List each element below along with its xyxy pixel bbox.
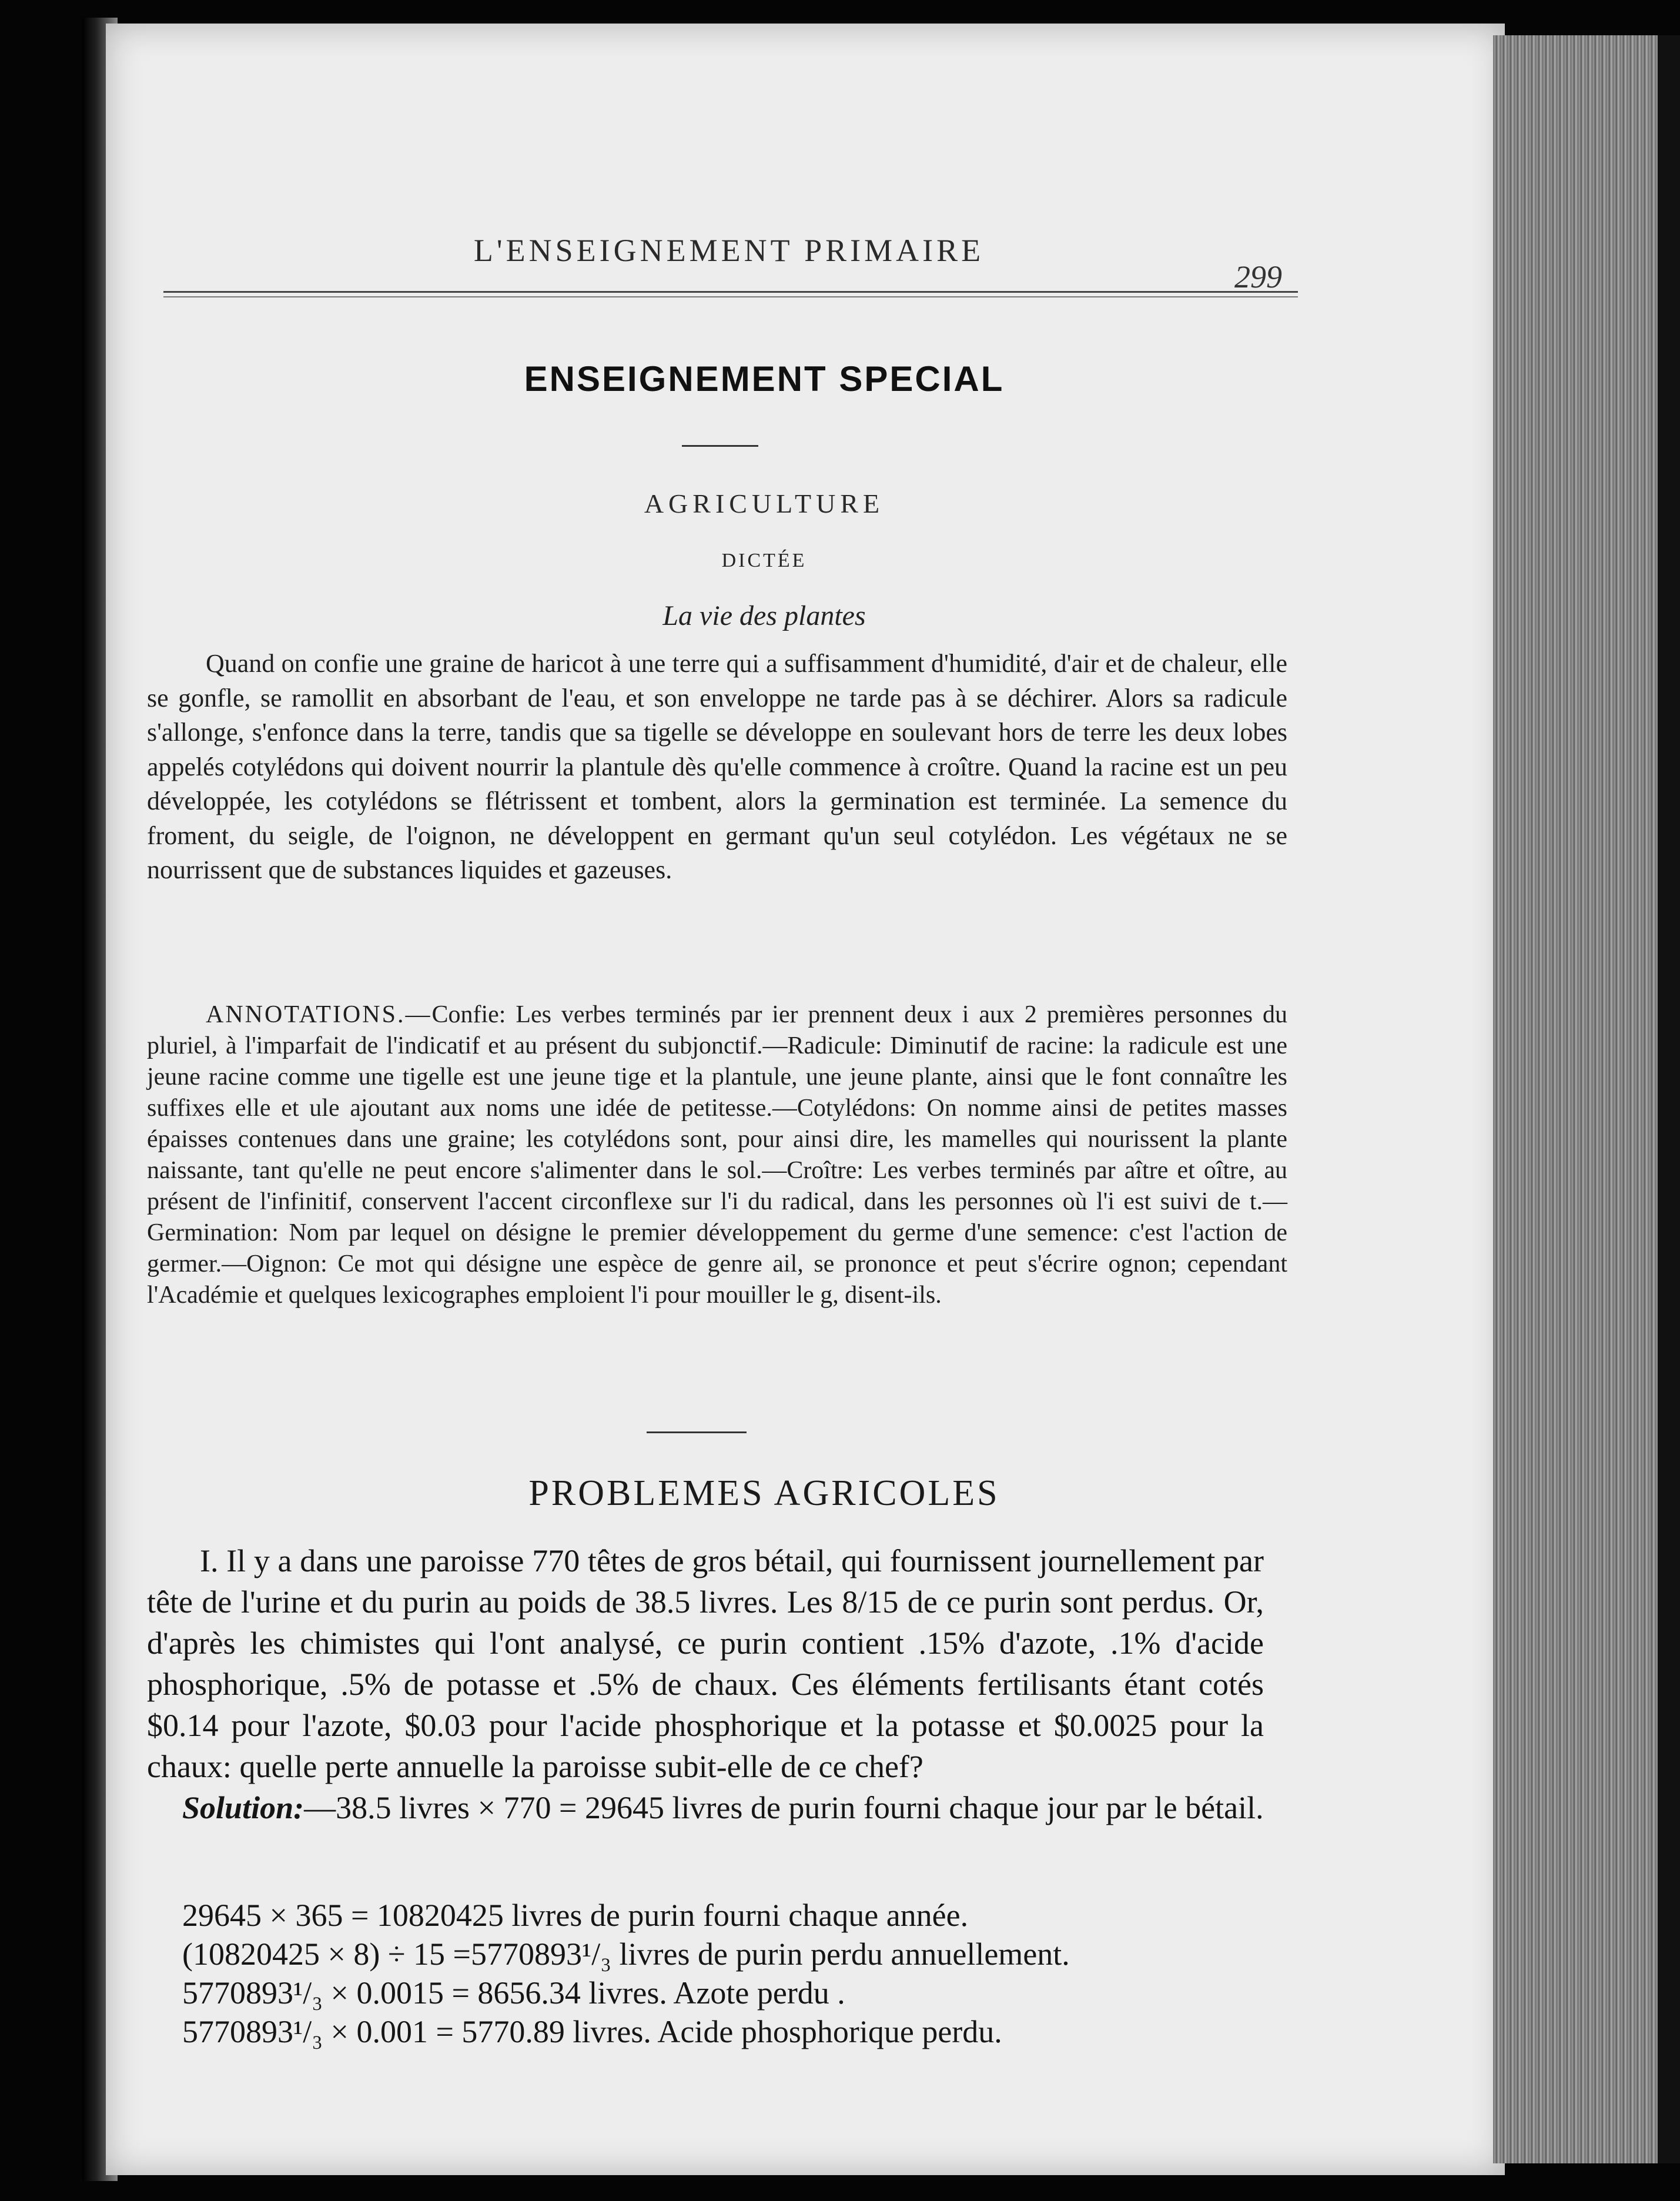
dictation-title: La vie des plantes — [662, 600, 866, 631]
calc-line: (10820425 × 8) ÷ 15 =5770893¹/₃ livres de purin perdu annuellement. — [182, 1936, 1070, 1972]
annotations-text: Confie: Les verbes terminés par ier prennent deux i aux 2 premières personnes du pluriel, à l'imparfait de l'indicatif et au présent du subjonctif.—Radicule: Diminutif de racine: la radicule est une jeune racine comme une tigelle est une jeune tige et la plantule, une jeune plante, ainsi que le font connaître les suffixes elle et ule ajoutant aux noms une idée de petitesse.—Cotylédons: On nomme ainsi de petites masses épaisses contenues dans une graine; les cotylédons sont, pour ainsi dire, les mamelles qui nourissent la plante naissante, tant qu'elle ne peut encore s'alimenter dans le sol.—Croître: Les verbes terminés par aître et oître, au présent de l'infinitif, conservent l'accent circonflexe sur l'i du radical, dans les personnes où l'i est suivi de t.—Germination: Nom par lequel on désigne le premier développement du germe d'une semence: c'est l'action de germer.—Oignon: Ce mot qui désigne une espèce de genre ail, se prononce et peut s'écrire ognon; cependant l'Académie et quelques lexicographes emploient l'i pour mouiller le g, disent-ils. — [147, 1001, 1287, 1309]
header-rule — [163, 291, 1298, 297]
annotations-label: ANNOTATIONS.— — [206, 1001, 432, 1028]
exercise-kind: DICTÉE — [721, 550, 807, 571]
problems-title: PROBLEMES AGRICOLES — [528, 1473, 1000, 1513]
solution-calculations — [182, 1896, 1287, 2051]
title-divider — [682, 445, 758, 447]
section-divider — [647, 1431, 747, 1433]
solution-intro: —38.5 livres × 770 = 29645 livres de purin fourni chaque jour par le bétail. — [304, 1790, 1264, 1825]
solution-label: Solution: — [182, 1790, 304, 1825]
dictation-paragraph: Quand on confie une graine de haricot à une terre qui a suffisamment d'humidité, d'air et de chaleur, elle se gonfle, se ramollit en absorbant de l'eau, et son enveloppe ne tarde pas à se déchirer. Alors sa radicule s'allonge, s'enfonce dans la terre, tandis que sa tigelle se développe en soulevant hors de terre les deux lobes appelés cotylédons qui doivent nourrir la plantule dès qu'elle commence à croître. Quand la racine est un peu développée, les cotylédons se flétrissent et tombent, alors la germination est terminée. La semence du froment, du seigle, de l'oignon, ne développent en germant qu'un seul cotylédon. Les végétaux ne se nourrissent que de substances liquides et gazeuses. — [147, 649, 1287, 884]
page-number: 299 — [1234, 259, 1282, 295]
problem-1-statement: I. Il y a dans une paroisse 770 têtes de gros bétail, qui fournissent journellement par tête de l'urine et du purin au poids de 38.5 livres. Les 8/15 de ce purin sont perdus. Or, d'après les chimistes qui l'ont analysé, ce purin contient .15% d'azote, .1% d'acide phosphorique, .5% de potasse et .5% de chaux. Ces éléments fertilisants étant cotés $0.14 pour l'azote, $0.03 pour l'acide phosphorique et la potasse et $0.0025 pour la chaux: quelle perte annuelle la paroisse subit-elle de ce chef? — [147, 1543, 1264, 1784]
subject-title: AGRICULTURE — [644, 489, 885, 519]
annotations-block — [147, 999, 1287, 1311]
running-head: L'ENSEIGNEMENT PRIMAIRE — [473, 233, 985, 268]
calc-line: 5770893¹/₃ × 0.001 = 5770.89 livres. Acide phosphorique perdu. — [182, 2014, 1002, 2049]
solution-paragraph — [147, 1787, 1264, 1828]
annotations-paragraph — [147, 999, 1287, 1311]
calc-line: 5770893¹/₃ × 0.0015 = 8656.34 livres. Azote perdu . — [182, 1975, 845, 2011]
calc-line: 29645 × 365 = 10820425 livres de purin fourni chaque année. — [182, 1898, 969, 1933]
section-title: ENSEIGNEMENT SPECIAL — [524, 359, 1005, 399]
dictation-text — [147, 647, 1287, 888]
problem-1 — [147, 1540, 1264, 1828]
page-edges — [1493, 35, 1658, 2163]
